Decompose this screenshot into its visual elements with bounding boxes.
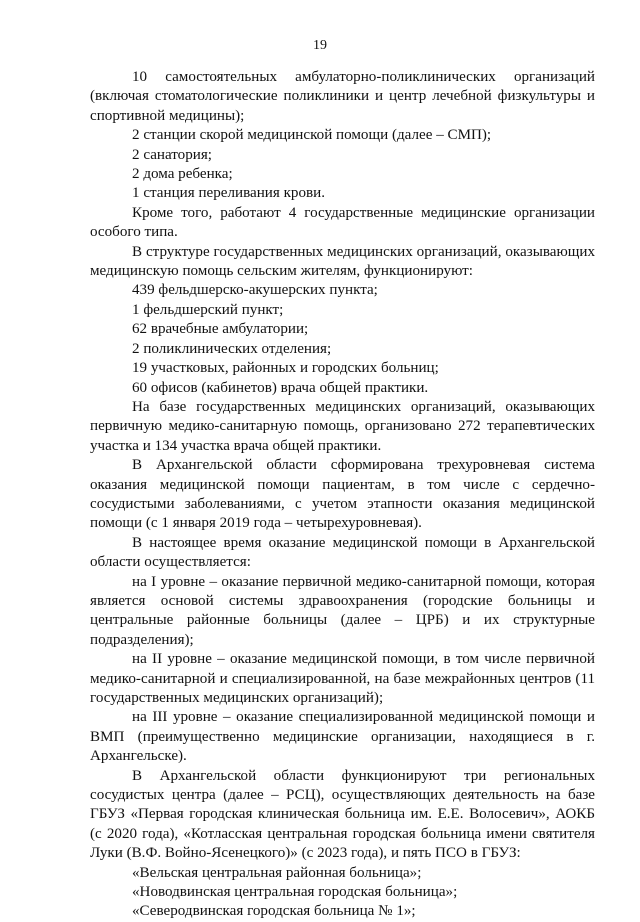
paragraph: В Архангельской области сформирована трехуровневая система оказания медицинской помощи пациентам, в том числе с сердечно-сосудистыми заболеваниями, с учетом этапности оказания медицинской помощи (с 1 января 2019 года – четырехуровневая). <box>90 457 595 532</box>
paragraph: В структуре государственных медицинских организаций, оказывающих медицинскую помощь сельским жителям, функционируют: <box>90 243 595 280</box>
paragraph: 1 фельдшерский пункт; <box>132 301 284 318</box>
paragraph: 2 станции скорой медицинской помощи (далее – СМП); <box>132 127 492 144</box>
paragraph: на I уровне – оказание первичной медико-санитарной помощи, которая является основой системы здравоохранения (городские больницы и центральные районные больницы (далее – ЦРБ) и их структурные подразделения); <box>90 573 595 648</box>
paragraph: на II уровне – оказание медицинской помощи, в том числе первичной медико-санитарной и специализированной, на базе межрайонных центров (11 государственных медицинских организаций); <box>90 651 595 706</box>
paragraph: Кроме того, работают 4 государственные медицинские организации особого типа. <box>90 204 595 241</box>
paragraph: 439 фельдшерско-акушерских пункта; <box>132 282 378 299</box>
paragraph: В Архангельской области функционируют три региональных сосудистых центра (далее – РСЦ), осуществляющих деятельность на базе ГБУЗ «Первая городская клиническая больница им. Е.Е. Волосевич», АОКБ (с 2020 года), «Котласская центральная городская больница имени святителя Луки (В.Ф. Войно-Ясенецкого)» (с 2023 года), и пять ПСО в ГБУЗ: <box>90 767 595 862</box>
paragraph: 2 поликлинических отделения; <box>132 340 332 357</box>
paragraph: «Новодвинская центральная городская больница»; <box>132 884 458 901</box>
paragraph: 62 врачебные амбулатории; <box>132 321 309 338</box>
paragraph: 1 станция переливания крови. <box>132 185 325 202</box>
paragraph: «Вельская центральная районная больница»; <box>132 864 422 881</box>
page-number: 19 <box>313 38 327 53</box>
paragraph: «Северодвинская городская больница № 1»; <box>132 903 416 920</box>
paragraph: 2 дома ребенка; <box>132 166 233 183</box>
paragraph: 2 санатория; <box>132 146 212 163</box>
paragraph: На базе государственных медицинских организаций, оказывающих первичную медико-санитарную помощь, организовано 272 терапевтических участка и 134 участка врача общей практики. <box>90 398 595 454</box>
paragraph: на III уровне – оказание специализированной медицинской помощи и ВМП (преимущественно медицинские организации, находящиеся в г. Архангельске). <box>90 709 595 765</box>
paragraph: 10 самостоятельных амбулаторно-поликлинических организаций (включая стоматологические поликлиники и центр лечебной физкультуры и спортивной медицины); <box>90 69 595 124</box>
paragraph: В настоящее время оказание медицинской помощи в Архангельской области осуществляется: <box>90 534 595 571</box>
paragraph: 60 офисов (кабинетов) врача общей практики. <box>132 379 429 396</box>
document-body <box>90 68 595 922</box>
paragraph: 19 участковых, районных и городских больниц; <box>132 360 439 377</box>
